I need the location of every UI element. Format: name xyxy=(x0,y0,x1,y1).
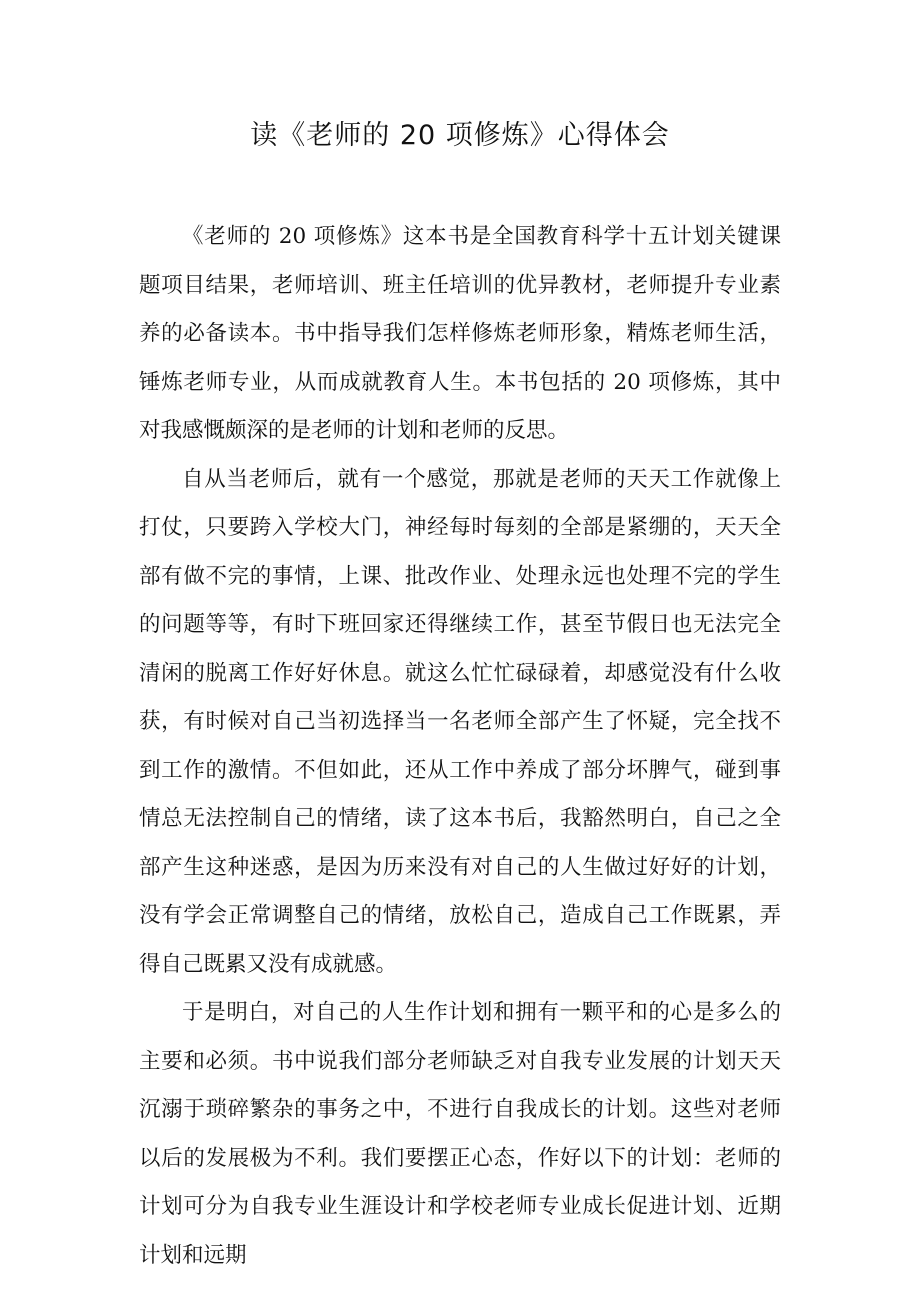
paragraph-3: 于是明白，对自己的人生作计划和拥有一颗平和的心是多么的主要和必须。书中说我们部分老师缺乏对自我专业发展的计划天天沉溺于琐碎繁杂的事务之中，不进行自我成长的计划。这些对老师以后的发展极为不利。我们要摆正心态，作好以下的计划：老师的计划可分为自我专业生涯设计和学校老师专业成长促进计划、近期计划和远期 xyxy=(139,1000,781,1268)
paragraph-1: 《老师的 20 项修炼》这本书是全国教育科学十五计划关键课题项目结果，老师培训、班主任培训的优异教材，老师提升专业素养的必备读本。书中指导我们怎样修炼老师形象，精炼老师生活，锤炼老师专业，从而成就教育人生。本书包括的 20 项修炼，其中对我感慨颇深的是老师的计划和老师的反思。 xyxy=(139,224,781,443)
paragraph-2: 自从当老师后，就有一个感觉，那就是老师的天天工作就像上打仗，只要跨入学校大门，神经每时每刻的全部是紧绷的，天天全部有做不完的事情，上课、批改作业、处理永远也处理不完的学生的问题等等，有时下班回家还得继续工作，甚至节假日也无法完全清闲的脱离工作好好休息。就这么忙忙碌碌着，却感觉没有什么收获，有时候对自己当初选择当一名老师全部产生了怀疑，完全找不到工作的激情。不但如此，还从工作中养成了部分坏脾气，碰到事情总无法控制自己的情绪，读了这本书后，我豁然明白，自己之全部产生这种迷惑，是因为历来没有对自己的人生做过好好的计划，没有学会正常调整自己的情绪，放松自己，造成自己工作既累，弄得自己既累又没有成就感。 xyxy=(139,466,781,977)
document-title: 读《老师的 20 项修炼》心得体会 xyxy=(250,120,670,151)
document-body xyxy=(139,213,781,1280)
